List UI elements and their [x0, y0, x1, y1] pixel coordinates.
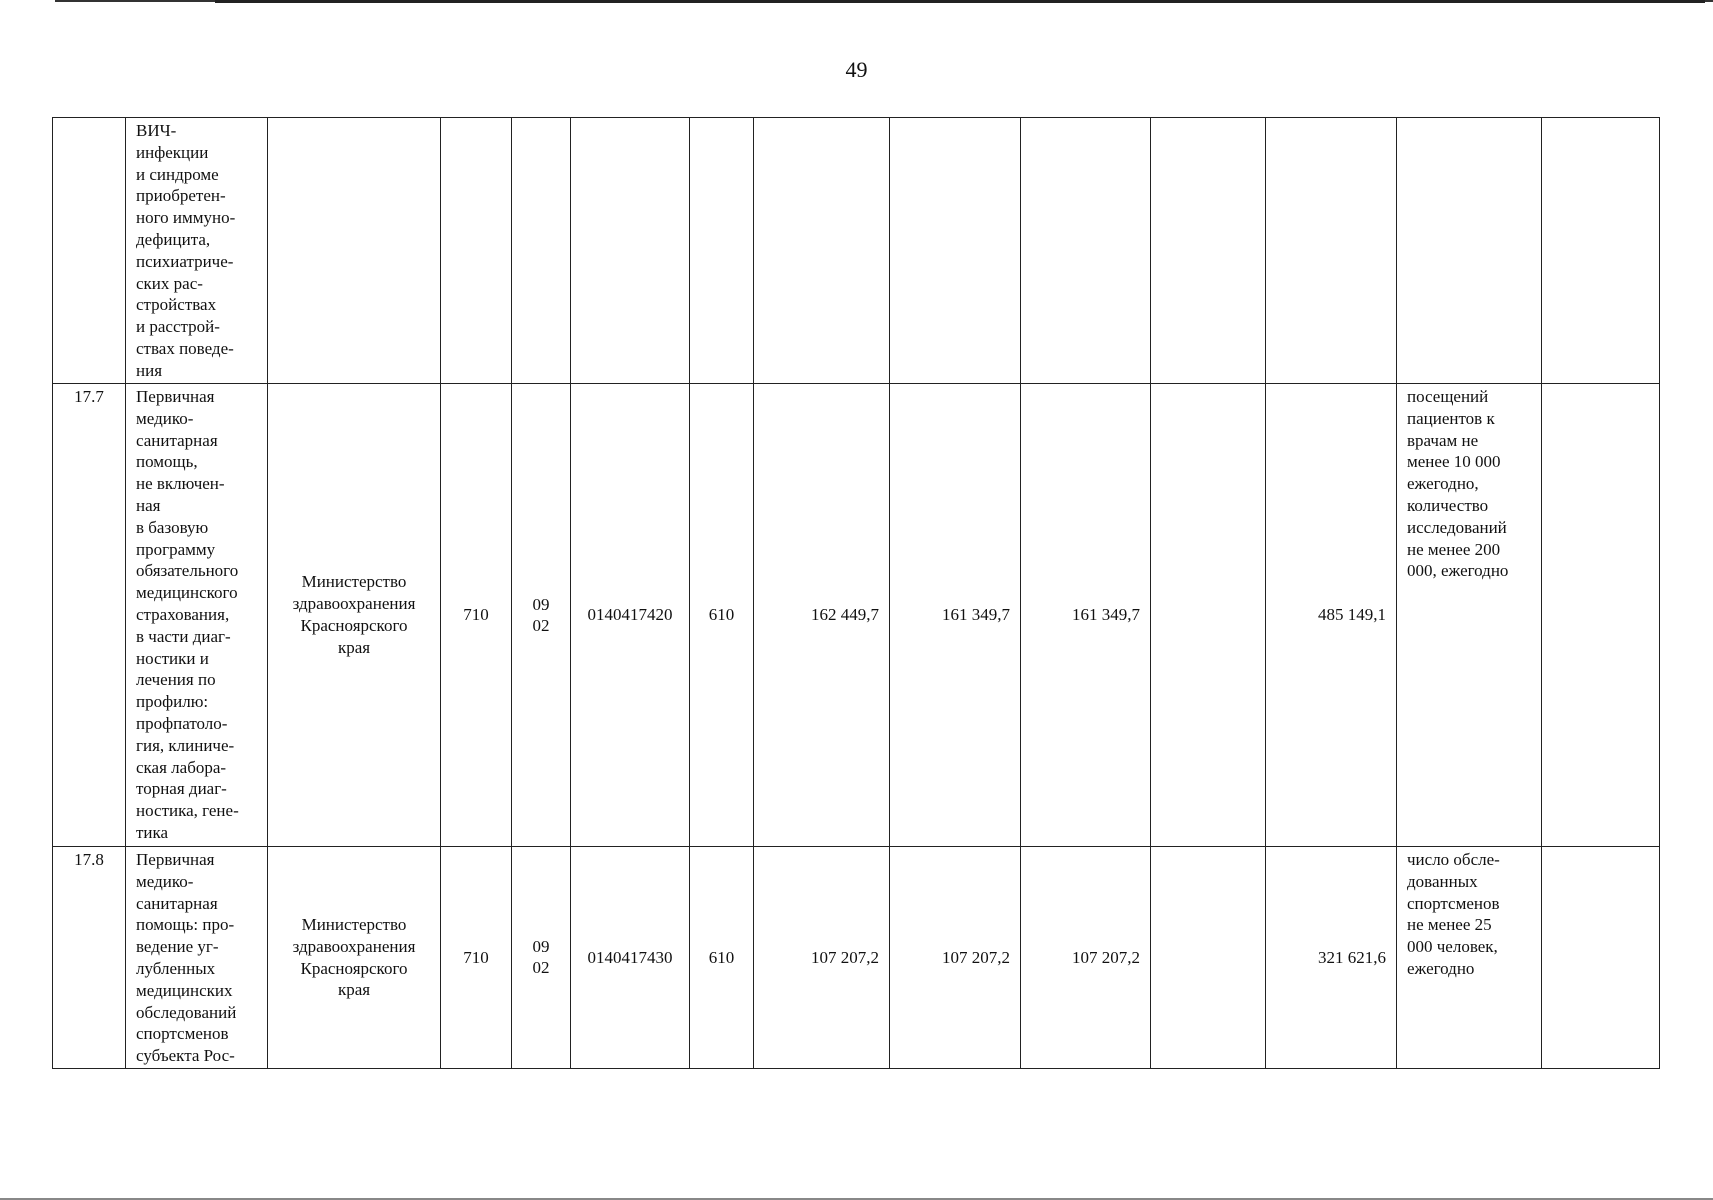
activity-description: ВИЧ- инфекции и синдроме приобретен- ного иммуно- дефицита, психиатриче- ских рас- стройствах и расстрой- ствах поведе- ния — [126, 118, 268, 384]
table-row — [53, 847, 1660, 1069]
year1-amount: 162 449,7 — [754, 384, 890, 847]
year2-amount — [890, 118, 1021, 384]
target-article-code — [571, 118, 690, 384]
section-code — [512, 118, 571, 384]
row-number: 17.7 — [53, 384, 126, 847]
year3-amount — [1021, 118, 1151, 384]
section-code: 09 02 — [512, 847, 571, 1069]
year1-amount — [754, 118, 890, 384]
expected-result: посещений пациентов к врачам не менее 10 000 ежегодно, количество исследований не менее 200 000, ежегодно — [1397, 384, 1542, 847]
table-row — [53, 384, 1660, 847]
executor-cell: Министерство здравоохранения Красноярского края — [268, 847, 441, 1069]
section-code: 09 02 — [512, 384, 571, 847]
expense-type-code: 610 — [690, 384, 754, 847]
empty-cell — [1542, 118, 1660, 384]
grbs-code — [441, 118, 512, 384]
empty-cell — [1542, 384, 1660, 847]
expected-result: число обсле- дованных спортсменов не менее 25 000 человек, ежегодно — [1397, 847, 1542, 1069]
program-activities-table — [52, 117, 1660, 1069]
expense-type-code: 610 — [690, 847, 754, 1069]
extra-amount — [1151, 384, 1266, 847]
row-number: 17.8 — [53, 847, 126, 1069]
page-number: 49 — [845, 57, 868, 82]
total-amount: 485 149,1 — [1266, 384, 1397, 847]
executor-cell: Министерство здравоохранения Красноярского края — [268, 384, 441, 847]
row-number — [53, 118, 126, 384]
year3-amount: 161 349,7 — [1021, 384, 1151, 847]
total-amount: 321 621,6 — [1266, 847, 1397, 1069]
grbs-code: 710 — [441, 847, 512, 1069]
target-article-code: 0140417420 — [571, 384, 690, 847]
table-row — [53, 118, 1660, 384]
year3-amount: 107 207,2 — [1021, 847, 1151, 1069]
activity-description: Первичная медико- санитарная помощь: про- ведение уг- лубленных медицинских обследований спортсменов субъекта Рос- — [126, 847, 268, 1069]
year1-amount: 107 207,2 — [754, 847, 890, 1069]
executor-cell — [268, 118, 441, 384]
year2-amount: 161 349,7 — [890, 384, 1021, 847]
expected-result — [1397, 118, 1542, 384]
grbs-code: 710 — [441, 384, 512, 847]
expense-type-code — [690, 118, 754, 384]
year2-amount: 107 207,2 — [890, 847, 1021, 1069]
empty-cell — [1542, 847, 1660, 1069]
scan-edge-top-dark — [215, 0, 1705, 3]
target-article-code: 0140417430 — [571, 847, 690, 1069]
total-amount — [1266, 118, 1397, 384]
extra-amount — [1151, 847, 1266, 1069]
activity-description: Первичная медико- санитарная помощь, не включен- ная в базовую программу обязательного медицинского страхования, в части диаг- ностики и лечения по профилю: профпатоло- гия, клиниче- ская лабора- торная диаг- ностика, гене- тика — [126, 384, 268, 847]
extra-amount — [1151, 118, 1266, 384]
